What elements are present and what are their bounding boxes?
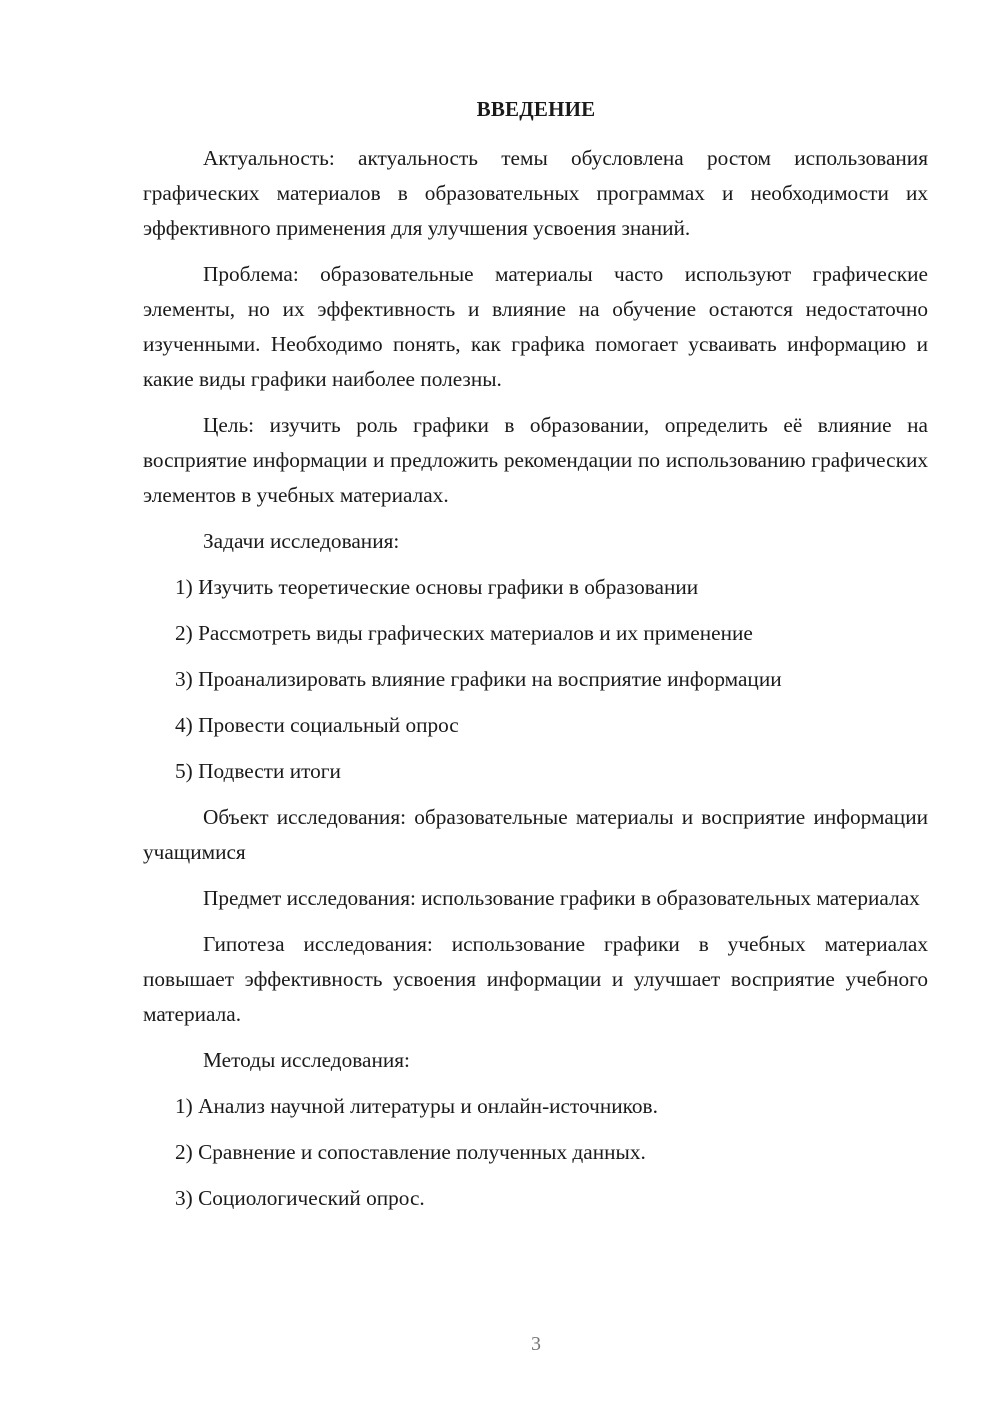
methods-heading: Методы исследования: xyxy=(203,1048,410,1072)
task-item: 4) Провести социальный опрос xyxy=(175,713,459,737)
task-item: 3) Проанализировать влияние графики на восприятие информации xyxy=(175,667,782,691)
task-item: 5) Подвести итоги xyxy=(175,759,341,783)
page-number: 3 xyxy=(531,1333,541,1355)
task-item: 1) Изучить теоретические основы графики в образовании xyxy=(175,575,699,599)
hypothesis-paragraph: Гипотеза исследования: использование графики в учебных материалах повышает эффективность усвоения информации и улучшает восприятие учебного материала. xyxy=(143,932,928,1026)
document-body xyxy=(143,141,928,1227)
subject-paragraph: Предмет исследования: использование графики в образовательных материалах xyxy=(203,886,920,910)
tasks-list xyxy=(143,570,928,789)
object-paragraph: Объект исследования: образовательные материалы и восприятие информации учащимися xyxy=(143,805,928,864)
page-title: ВВЕДЕНИЕ xyxy=(476,97,596,121)
goal-paragraph: Цель: изучить роль графики в образовании, определить её влияние на восприятие информации и предложить рекомендации по использованию графических элементов в учебных материалах. xyxy=(143,413,928,507)
task-item: 2) Рассмотреть виды графических материалов и их применение xyxy=(175,621,753,645)
methods-list xyxy=(143,1089,928,1216)
problem-paragraph: Проблема: образовательные материалы часто используют графические элементы, но их эффективность и влияние на обучение остаются недостаточно изученными. Необходимо понять, как графика помогает усваивать информацию и какие виды графики наиболее полезны. xyxy=(143,262,928,391)
tasks-heading: Задачи исследования: xyxy=(203,529,400,553)
method-item: 2) Сравнение и сопоставление полученных данных. xyxy=(175,1140,646,1164)
method-item: 1) Анализ научной литературы и онлайн-источников. xyxy=(175,1094,658,1118)
method-item: 3) Социологический опрос. xyxy=(175,1186,425,1210)
relevance-paragraph: Актуальность: актуальность темы обусловлена ростом использования графических материалов в образовательных программах и необходимости их эффективного применения для улучшения усвоения знаний. xyxy=(143,146,928,240)
